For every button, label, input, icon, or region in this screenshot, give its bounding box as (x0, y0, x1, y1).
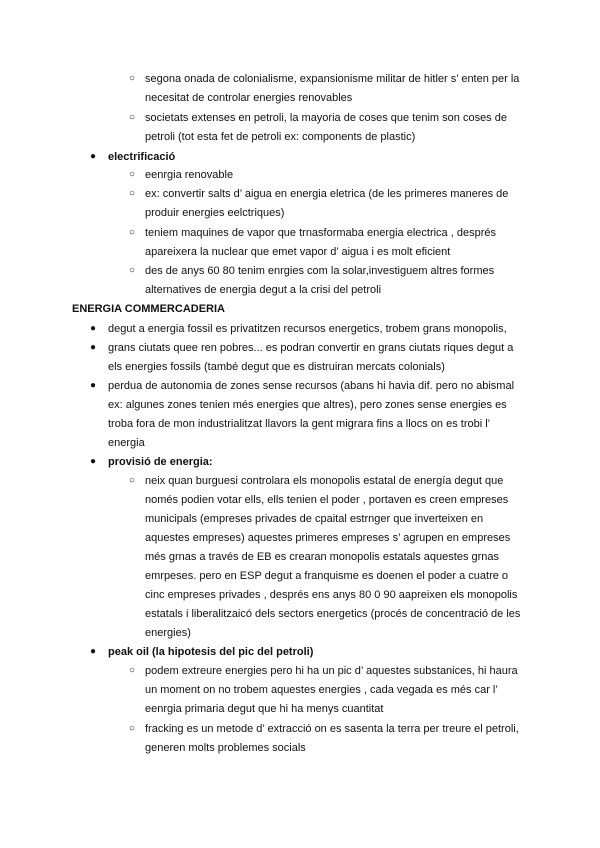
list-item-text: alternatives de energia degut a la crisi del petroli (145, 284, 382, 296)
list-item-text: podem extreure energies pero hi ha un pic d’ aquestes substanices, hi haura (145, 665, 518, 677)
list-item-text: només podien votar ells, ells tenien el poder , portaven es creen empreses (145, 494, 509, 506)
list-item-text: teniem maquines de vapor que trnasformaba energia electrica , després (145, 227, 496, 239)
section-heading: electrificació (108, 151, 176, 163)
list-item-text: cinc empreses privades , després ens anys 80 0 90 aapreixen els monopolis (145, 589, 518, 601)
disc-bullet-icon: ● (90, 342, 97, 353)
list-item-text: troba fora de mon industrialitzat llavors la gent migrara fins a llocs on es trobi l’ (108, 418, 491, 430)
circle-bullet-icon: ○ (129, 188, 136, 199)
list-item-text: eenrgia primaria degut que hi ha menys cuantitat (145, 703, 384, 715)
list-item-text: neix quan burguesi controlara els monopolis estatal de energía degut que (145, 475, 504, 487)
list-item-text: segona onada de colonialisme, expansionisme militar de hitler s’ enten per la (145, 73, 520, 85)
section-heading: ENERGIA COMMERCADERIA (72, 303, 225, 315)
list-item-text: fracking es un metode d’ extracció on es sasenta la terra per treure el petroli, (145, 723, 519, 735)
disc-bullet-icon: ● (90, 151, 97, 162)
circle-bullet-icon: ○ (129, 227, 136, 238)
list-item-text: els energies fossils (també degut que es distruiran mercats colonials) (108, 361, 445, 373)
circle-bullet-icon: ○ (129, 665, 136, 676)
list-item-text: energies) (145, 627, 191, 639)
list-item-text: grans ciutats quee ren pobres... es podran convertir en grans ciutats riques degut a (108, 342, 514, 354)
circle-bullet-icon: ○ (129, 169, 136, 180)
circle-bullet-icon: ○ (129, 265, 136, 276)
list-item-text: generen molts problemes socials (145, 742, 306, 754)
circle-bullet-icon: ○ (129, 73, 136, 84)
list-item-text: municipals (empreses privades de cpaital estrnger que inverteixen en (145, 513, 484, 525)
disc-bullet-icon: ● (90, 646, 97, 657)
section-heading: peak oil (la hipotesis del pic del petroli) (108, 646, 314, 658)
list-item-text: societats extenses en petroli, la mayoria de coses que tenim son coses de (145, 112, 507, 124)
list-item-text: estatals i liberalitzaicó dels sectors energetics (procés de concentració de les (145, 608, 521, 620)
list-item-text: ex: convertir salts d’ aigua en energia eletrica (de les primeres maneres de (145, 188, 509, 200)
section-heading: provisió de energia: (108, 456, 213, 468)
list-item-text: energia (108, 437, 145, 449)
circle-bullet-icon: ○ (129, 475, 136, 486)
circle-bullet-icon: ○ (129, 112, 136, 123)
disc-bullet-icon: ● (90, 456, 97, 467)
list-item-text: més grnas a través de EB es crearan monopolis estatals aquestes grnas (145, 551, 500, 563)
list-item-text: necesitat de controlar energies renovables (145, 92, 353, 104)
list-item-text: eenrgia renovable (145, 169, 234, 181)
list-item-text: emrpeses. pero en ESP degut a franquisme es doenen el poder a cuatre o (145, 570, 509, 582)
list-item-text: des de anys 60 80 tenim enrgies com la solar,investiguem altres formes (145, 265, 495, 277)
list-item-text: perdua de autonomia de zones sense recursos (abans hi havia dif. pero no abismal (108, 380, 515, 392)
disc-bullet-icon: ● (90, 380, 97, 391)
list-item-text: ex: algunes zones tenien més energies que altres), pero zones sense energies es (108, 399, 507, 411)
list-item-text: produir energies eelctriques) (145, 207, 285, 219)
list-item-text: apareixera la nuclear que emet vapor d’ aigua i es molt eficient (145, 246, 451, 258)
list-item-text: aquestes empreses) aquestes primeres empreses s’ agrupen en empreses (145, 532, 511, 544)
list-item-text: petroli (tot esta fet de petroli ex: components de plastic) (145, 131, 416, 143)
list-item-text: un moment on no trobem aquestes energies , cada vegada es més car l’ (145, 684, 498, 696)
disc-bullet-icon: ● (90, 323, 97, 334)
list-item-text: degut a energia fossil es privatitzen recursos energetics, trobem grans monopolis, (108, 323, 507, 335)
circle-bullet-icon: ○ (129, 723, 136, 734)
